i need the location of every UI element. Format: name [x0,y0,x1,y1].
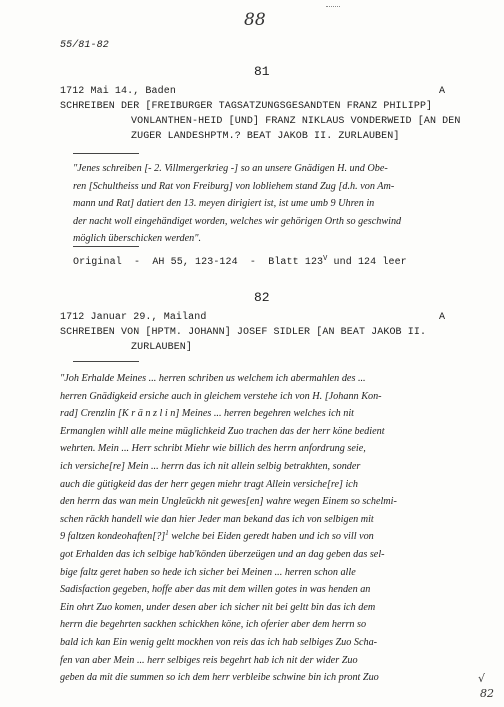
doc82-quotation [60,370,397,687]
quote-line: got Erhalden das ich selbige hab'könden überzeügen und an dag geben das sel- [60,548,385,560]
quote-line: fen van aber Mein ... herr selbiges reis begehrt hab ich nit der wider Zuo [60,654,358,666]
doc82-title-line: ZURLAUBEN] [131,342,193,353]
divider-line [73,246,139,247]
quote-line: der nacht woll eingehändiget worden, welches wir gehörigen Orth so geschwind [73,215,402,227]
quote-line: herren Gnädigkeid ersiche auch in gleichem verstehe ich von H. [Johann Kon- [60,390,382,402]
margin-handwritten-note: 82 [480,687,494,700]
quote-line: ren [Schultheiss und Rat von Freiburg] von lobliehem stand Zug [d.h. von Am- [73,180,395,192]
doc82-letter: A [439,312,446,323]
quote-line: wehrten. Mein ... Herr schribt Miehr wie billich des herrn anfordrung seie, [60,443,366,455]
margin-check-mark: √ [478,672,486,685]
doc81-title-line: ZUGER LANDESHPTM.? BEAT JAKOB II. ZURLAUBEN] [131,131,400,142]
quote-line: Sadisfaction gegeben, hoffe aber das mit dem willen gotes in was henden an [60,584,371,596]
doc82-title-line: SCHREIBEN VON [HPTM. JOHANN] JOSEF SIDLER [AN BEAT JAKOB II. [60,327,427,338]
quote-line: Ermanglen wihll alle meine müglichkeid Zuo trachen das der herr köne bedient [60,425,385,437]
quote-line: rad] Crenzlin [K r ä n z l i n] Meines ... herren begehren welches ich nit [60,408,354,420]
divider-line [73,153,139,154]
doc82-date-place: 1712 Januar 29., Mailand [60,312,207,323]
doc81-title-line: VONLANTHEN-HEID [UND] FRANZ NIKLAUS VONDERWEID [AN DEN [131,116,461,127]
divider-line [73,361,139,362]
quote-line-end: welche bei Eiden geredt haben und ich so vill von [168,531,374,543]
doc81-letter: A [439,86,446,97]
quote-line-start: 9 faltzen kondeohaften[?] [60,531,166,543]
doc81-title-line: SCHREIBEN DER [FREIBURGER TAGSATZUNGSGESANDTEN FRANZ PHILIPP] [60,101,433,112]
doc81-date-place: 1712 Mai 14., Baden [60,86,176,97]
archive-reference: 55/81-82 [60,40,109,51]
quote-line: "Joh Erhalde Meines ... herren schriben us welchem ich abermahlen des ... [60,373,366,384]
quote-line: "Jenes schreiben [- 2. Villmergerkrieg -] so an unsere Gnädigen H. und Obe- [73,163,388,174]
quote-line: Ein ohrt Zuo komen, under desen aber ich sicher nit bei geltt bin das ich dem [60,601,376,613]
quote-line: ich versiche[re] Mein ... herrn das ich nit allein selbig betrakhten, sonder [60,460,361,472]
quote-line: bige faltz geret haben so hede ich sicher bei Meinen ... herren schon alle [60,566,356,578]
quote-line: auch die gütigkeid das der herr gegen miehr tragt Allein versiche[re] ich [60,478,358,490]
quote-line: schen räckh handell wie dan hier Jeder man bekand das ich von selbigen mit [60,513,374,525]
handwritten-page-number: 88 [244,10,266,30]
verso-mark: V [323,255,328,263]
footnote-mark: 1 [165,529,169,538]
scan-speck [326,6,340,9]
quote-line: geben da mit die summen so ich dem herr verbleibe schwine bin ich pront Zuo [60,672,379,684]
quote-line: den herrn das wan mein Ungleückh nit gewes[en] wahre wegen Einem so schelmi- [60,496,397,508]
document-number-81: 81 [254,64,270,79]
doc81-quotation [73,160,401,248]
quote-line: möglich überschicken werden". [73,233,202,245]
source-tail: und 124 leer [327,257,407,268]
quote-line: mann und Rat] datiert den 13. meyen dirigiert ist, ist ume umb 9 Uhren in [73,198,375,210]
quote-line: herrn die begehrten sackhen schickhen köne, ich oferier aber dem herrn so [60,619,367,631]
document-number-82: 82 [254,290,270,305]
source-text: Original - AH 55, 123-124 - Blatt 123 [73,257,324,268]
quote-line [60,528,397,546]
doc81-source-note [73,255,407,271]
quote-line: bald ich kan Ein wenig geltt mockhen von reis das ich hab selbiges Zuo Scha- [60,636,378,648]
